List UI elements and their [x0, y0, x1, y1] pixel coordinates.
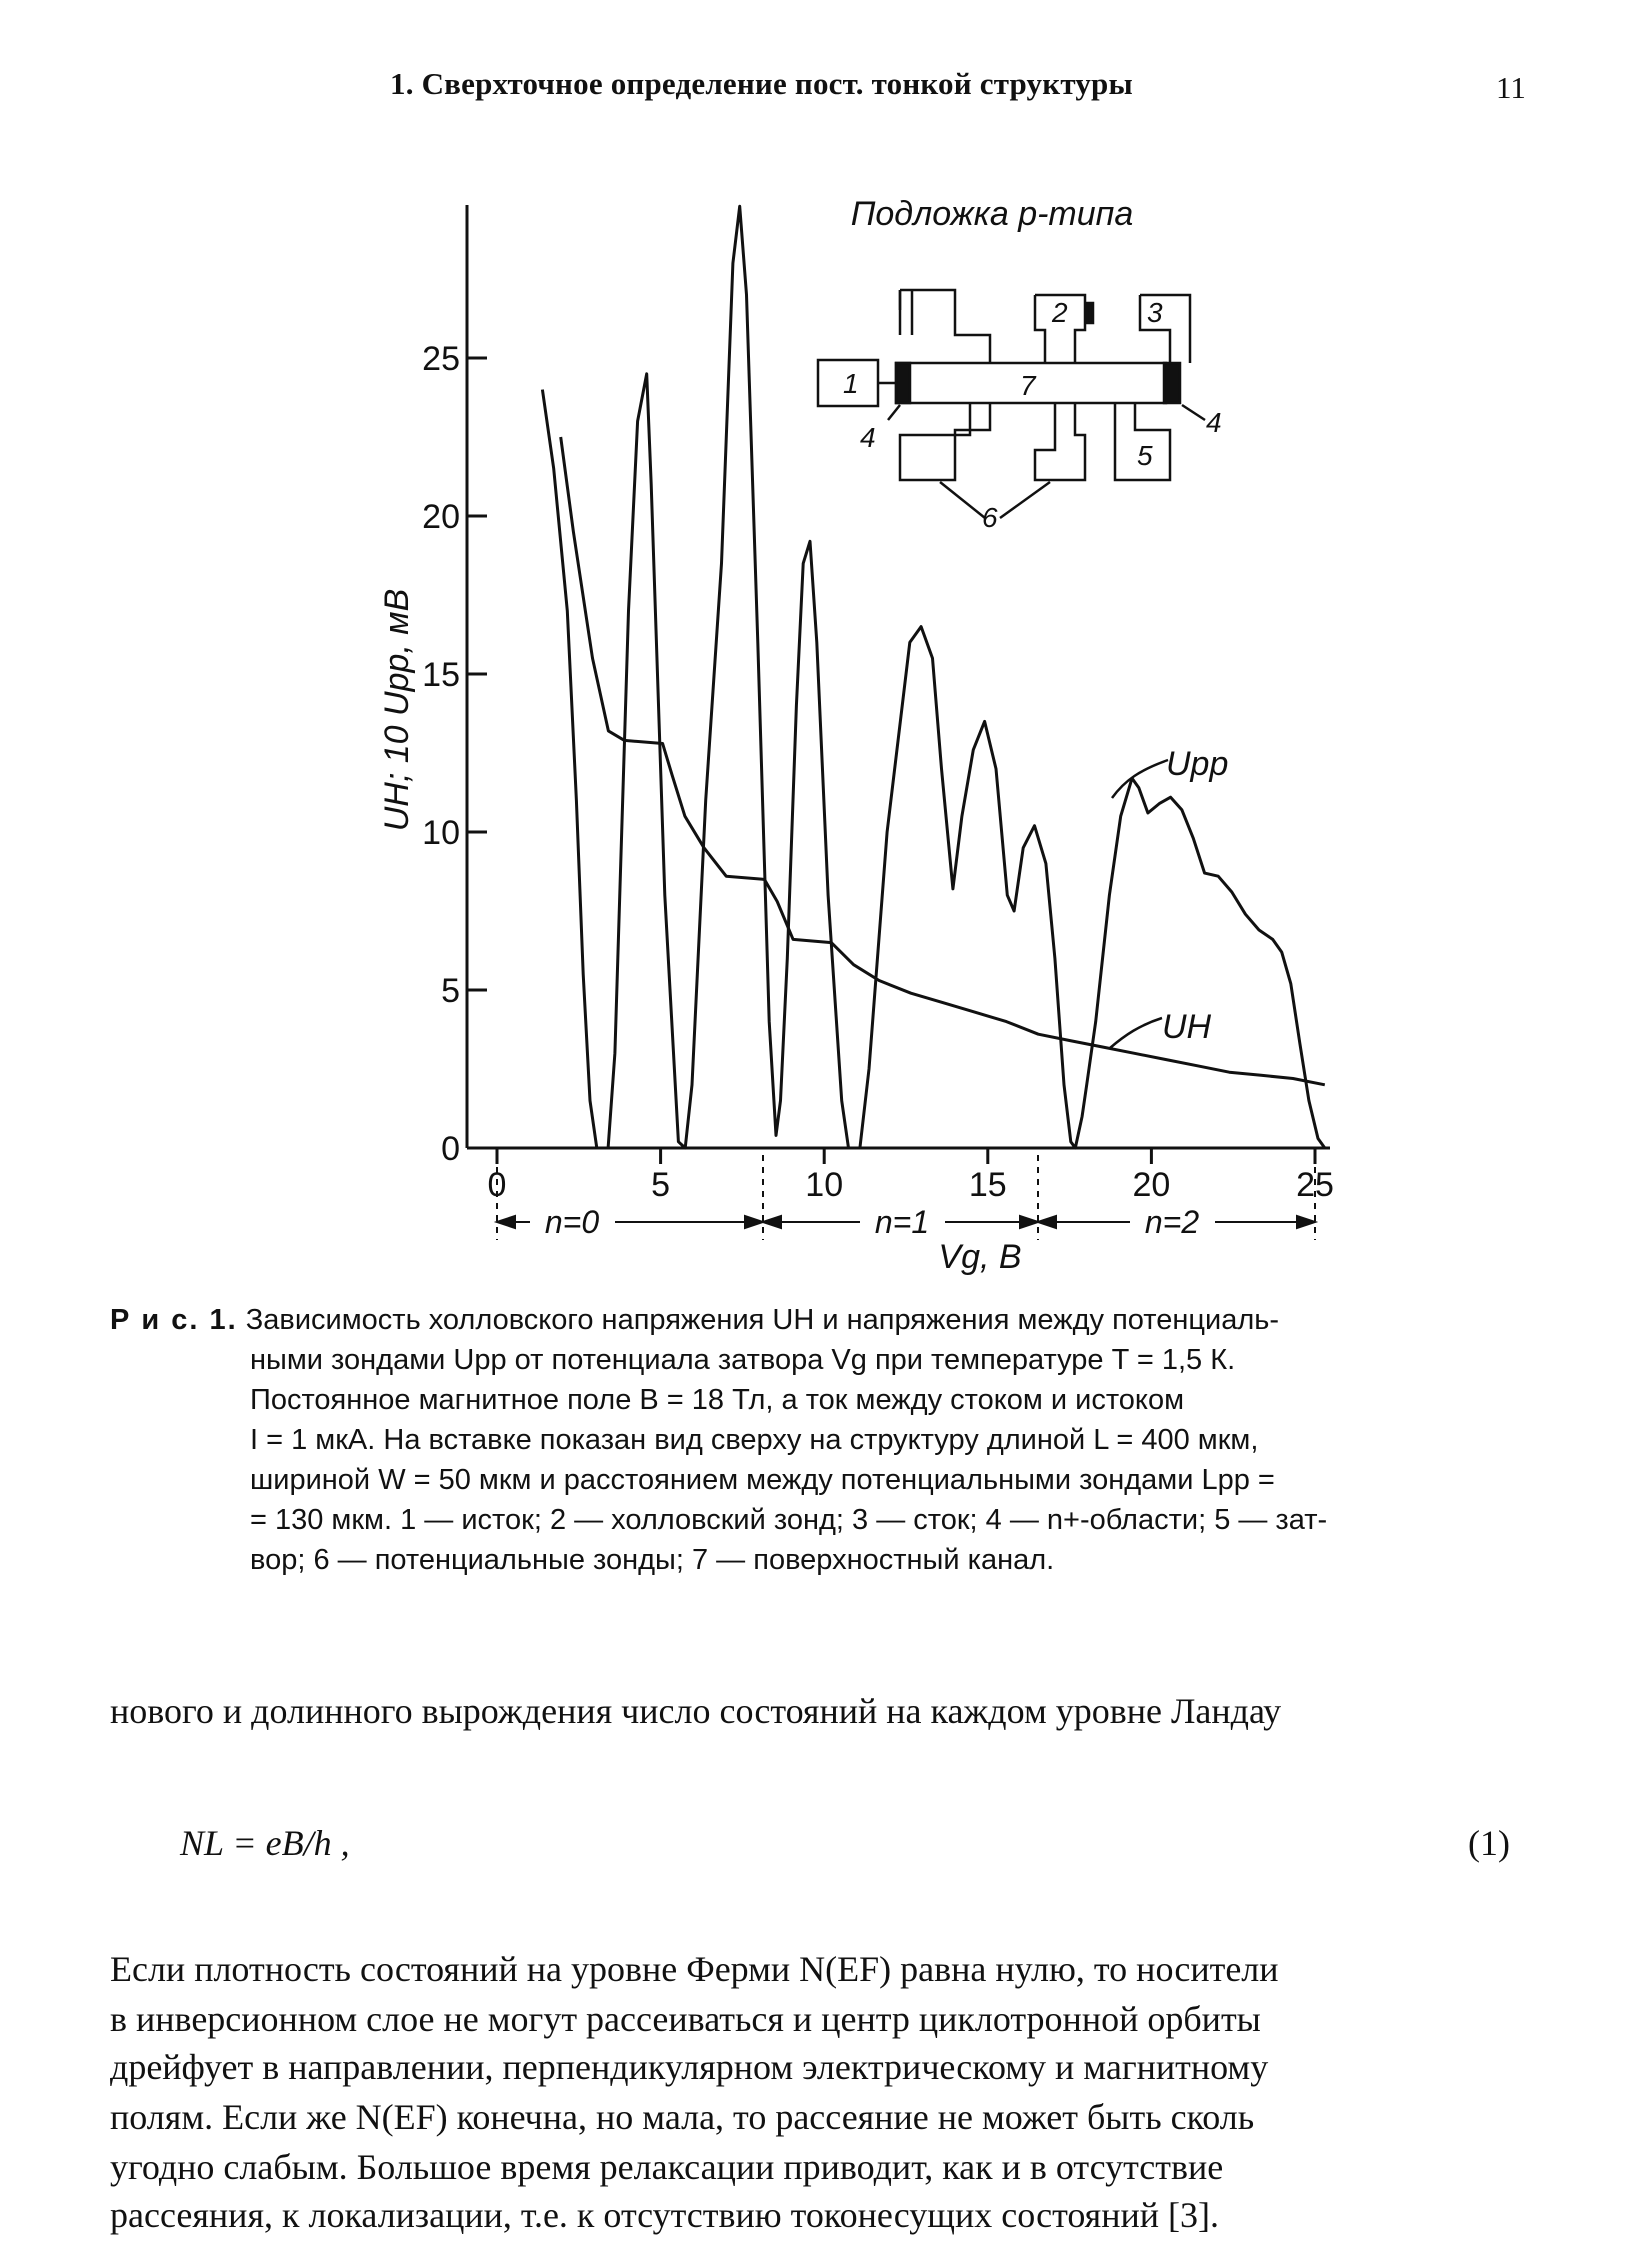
- region-label-n0: n=0: [544, 1204, 600, 1240]
- region-arrowhead: [1038, 1216, 1056, 1228]
- upp-curve-label: Upp: [1166, 745, 1229, 783]
- paragraph-line: рассеяния, к локализации, т.е. к отсутствию токонесущих состояний [3].: [110, 2195, 1219, 2235]
- y-tick-label: 5: [441, 972, 460, 1010]
- uh-leader-line: [1110, 1018, 1162, 1048]
- x-tick-label: 10: [805, 1166, 844, 1204]
- uh-curve-label: UH: [1162, 1008, 1212, 1046]
- caption-text: Зависимость холловского напряжения UH и напряжения между потенциаль-: [245, 1304, 1280, 1336]
- x-axis-label: Vg, В: [938, 1238, 1022, 1276]
- paragraph-line: дрейфует в направлении, перпендикулярном электрическому и магнитному: [110, 2047, 1269, 2087]
- caption-line: = 130 мкм. 1 — исток; 2 — холловский зонд; 3 — сток; 4 — n+-области; 5 — зат-: [250, 1504, 1328, 1536]
- paragraph-line: в инверсионном слое не могут рассеиваться и центр циклотронной орбиты: [110, 1999, 1261, 2039]
- body-line-before-equation: нового и долинного вырождения число состояний на каждом уровне Ландау: [110, 1691, 1282, 1731]
- caption-line: вор; 6 — потенциальные зонды; 7 — поверхностный канал.: [250, 1544, 1055, 1576]
- x-tick-label: 0: [487, 1166, 507, 1204]
- running-title: 1. Сверхточное определение пост. тонкой структуры: [390, 66, 1133, 101]
- equation-number: (1): [1468, 1823, 1510, 1863]
- page-number: 11: [1496, 70, 1526, 105]
- leader-4-right: [1182, 405, 1205, 420]
- caption-line: I = 1 мкА. На вставке показан вид сверху на структуру длиной L = 400 мкм,: [250, 1424, 1259, 1456]
- probe-bottom-left: [900, 403, 990, 480]
- equation-row: [110, 1822, 1510, 1872]
- region-label-n2: n=2: [1144, 1204, 1200, 1240]
- probe-top-left: [900, 290, 990, 363]
- upp-series-line: [542, 206, 1324, 1148]
- uh-label-group: [1110, 1008, 1212, 1048]
- inset-label-1: 1: [843, 368, 859, 399]
- y-axis-label: UH; 10 Upp, мВ: [378, 588, 416, 832]
- inset-label-6: 6: [982, 502, 998, 533]
- x-tick-label: 25: [1296, 1166, 1334, 1204]
- x-ticks: [488, 1148, 1334, 1204]
- y-tick-label: 10: [422, 814, 460, 852]
- y-ticks: [422, 340, 487, 1168]
- inset-label-5: 5: [1137, 440, 1153, 471]
- leader-6-left: [940, 482, 985, 518]
- y-tick-label: 15: [422, 656, 460, 694]
- paragraph-line: Если плотность состояний на уровне Ферми N(EF) равна нулю, то носители: [110, 1949, 1279, 1989]
- caption-label: Р и с. 1.: [110, 1304, 238, 1336]
- paragraph-line: угодно слабым. Большое время релаксации приводит, как и в отсутствие: [110, 2147, 1224, 2187]
- region-label-n1: n=1: [874, 1204, 930, 1240]
- n-plus-region-right: [1164, 363, 1180, 403]
- leader-6-right: [1000, 482, 1050, 518]
- leader-4-left: [888, 405, 900, 420]
- x-tick-label: 5: [651, 1166, 671, 1204]
- region-arrowhead: [497, 1216, 515, 1228]
- n-plus-region-left: [896, 363, 910, 403]
- caption-line: Постоянное магнитное поле B = 18 Тл, а ток между стоком и истоком: [250, 1384, 1185, 1416]
- caption-line: шириной W = 50 мкм и расстоянием между потенциальными зондами Lpp =: [250, 1464, 1275, 1496]
- region-arrowhead: [1297, 1216, 1315, 1228]
- y-tick-label: 20: [422, 498, 460, 536]
- inset-label-7: 7: [1020, 370, 1036, 401]
- y-tick-label: 0: [441, 1130, 460, 1168]
- equation-formula: NL = eB/h ,: [180, 1823, 350, 1863]
- region-arrowhead: [763, 1216, 781, 1228]
- inset-label-4-right: 4: [1206, 407, 1222, 438]
- caption-first-line: [110, 1300, 1560, 1340]
- figure-caption: [110, 1300, 1560, 1580]
- paragraph-line: полям. Если же N(EF) конечна, но мала, то рассеяние не может быть сколь: [110, 2097, 1255, 2137]
- inset-label-3: 3: [1147, 297, 1163, 328]
- y-tick-label: 25: [422, 340, 460, 378]
- probe-bottom-right: [1035, 403, 1085, 480]
- inset-title: Подложка p-типа: [850, 195, 1134, 233]
- hall-probe-dot: [1087, 303, 1093, 323]
- caption-line: ными зондами Upp от потенциала затвора Vg при температуре T = 1,5 К.: [250, 1344, 1236, 1376]
- inset-label-2: 2: [1052, 297, 1068, 328]
- x-tick-label: 15: [968, 1166, 1007, 1204]
- chart-series: [542, 206, 1324, 1148]
- x-tick-label: 20: [1132, 1166, 1171, 1204]
- inset-label-4-left: 4: [860, 422, 876, 453]
